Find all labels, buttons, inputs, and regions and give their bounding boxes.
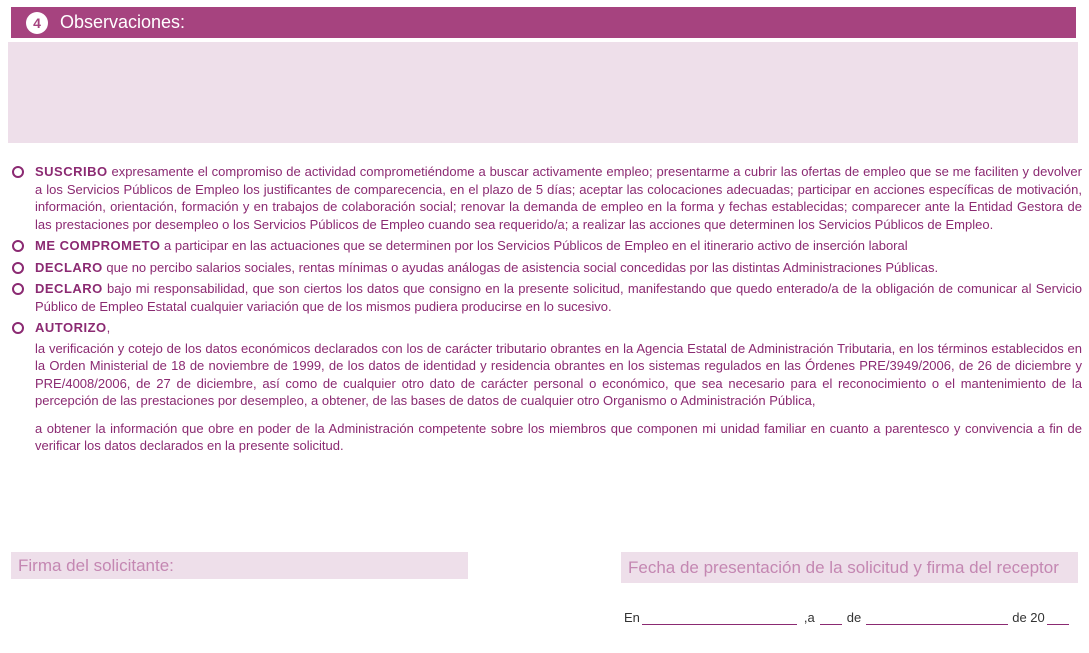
day-blank[interactable] (820, 610, 842, 625)
comprometo-radio[interactable] (12, 240, 24, 252)
suscribo-radio[interactable] (12, 166, 24, 178)
suscribo-keyword: SUSCRIBO (35, 164, 108, 179)
comprometo-item (11, 237, 1082, 255)
autorizo-suffix: , (106, 320, 111, 335)
month-blank[interactable] (866, 610, 1008, 625)
date-en-label: En (624, 610, 640, 625)
declarations-block (11, 163, 1082, 455)
comprometo-text: a participar en las actuaciones que se determinen por los Servicios Públicos de Empleo en el itinerario activo de inserción laboral (160, 238, 908, 253)
declaro-salarios-item (11, 259, 1082, 277)
declaro-responsabilidad-keyword: DECLARO (35, 281, 103, 296)
suscribo-text: expresamente el compromiso de actividad comprometiéndome a buscar activamente empleo; presentarme a cubrir las ofertas de empleo que se me faciliten y devolver a los Servicios Públicos de Empleo los justificantes de comparecencia, en el plazo de 5 días; aceptar las colocaciones adecuadas; participar en acciones específicas de motivación, información, orientación, formación y en trabajos de colaboración social; renovar la demanda de empleo en la forma y fechas establecidas; comparecer ante la Entidad Gestora de las prestaciones por desempleo o los Servicios Públicos de Empleo cuando sea requerido/a; a realizar las acciones que determinen los Servicios Públicos de Empleo. (35, 164, 1082, 232)
autorizo-radio[interactable] (12, 322, 24, 334)
declaro-salarios-keyword: DECLARO (35, 259, 103, 275)
signature-receiver-label: Fecha de presentación de la solicitud y firma del receptor (628, 557, 1059, 577)
date-line (624, 610, 1069, 625)
observaciones-field[interactable] (8, 42, 1078, 143)
autorizo-item (11, 319, 1082, 337)
section-title: Observaciones: (60, 12, 186, 32)
signature-receiver-field[interactable] (621, 552, 1078, 583)
suscribo-item (11, 163, 1082, 233)
year-blank[interactable] (1047, 610, 1069, 625)
comprometo-keyword: ME COMPROMETO (35, 238, 161, 253)
section-header (11, 7, 1076, 38)
signature-applicant-field[interactable] (11, 552, 468, 579)
date-a-label: ,a (803, 610, 815, 625)
date-de-label: de (846, 610, 862, 625)
declaro-salarios-text: que no percibo salarios sociales, rentas mínimas o ayudas análogas de asistencia social concedidas por las distintas Administraciones Públicas. (102, 259, 939, 275)
signature-applicant-label: Firma del solicitante: (18, 555, 174, 575)
section-number-badge: 4 (26, 12, 48, 34)
autorizo-verificacion-text: la verificación y cotejo de los datos económicos declarados con los de carácter tributario obrantes en la Agencia Estatal de Administración Tributaria, en los términos establecidos en la Orden Ministerial de 18 de noviembre de 1999, de los datos de identidad y residencia obrantes en los sistemas regulados en las Órdenes PRE/3949/2006, de 26 de diciembre y PRE/4008/2006, de 27 de diciembre, así como de cualquier otro dato de carácter personal o económico, que sea necesario para el reconocimiento o el mantenimiento de la percepción de las prestaciones por desempleo, a obtener, de las bases de datos de cualquier otro Organismo o Administración Pública, (35, 340, 1082, 408)
declaro-responsabilidad-radio[interactable] (12, 283, 24, 295)
declaro-responsabilidad-item (11, 280, 1082, 315)
autorizo-keyword: AUTORIZO (35, 320, 107, 335)
place-blank[interactable] (642, 610, 797, 625)
autorizo-informacion-text: a obtener la información que obre en poder de la Administración competente sobre los miembros que componen mi unidad familiar en cuanto a parentesco y convivencia a fin de verificar los datos declarados en la presente solicitud. (35, 420, 1082, 453)
declaro-salarios-radio[interactable] (12, 262, 24, 274)
declaro-responsabilidad-text: bajo mi responsabilidad, que son ciertos los datos que consigno en la presente solicitud, manifestando que quedo enterado/a de la obligación de comunicar al Servicio Público de Empleo Estatal cualquier variación que de los mismos pudiera producirse en lo sucesivo. (35, 281, 1082, 314)
date-de20-label: de 20 (1012, 610, 1045, 625)
